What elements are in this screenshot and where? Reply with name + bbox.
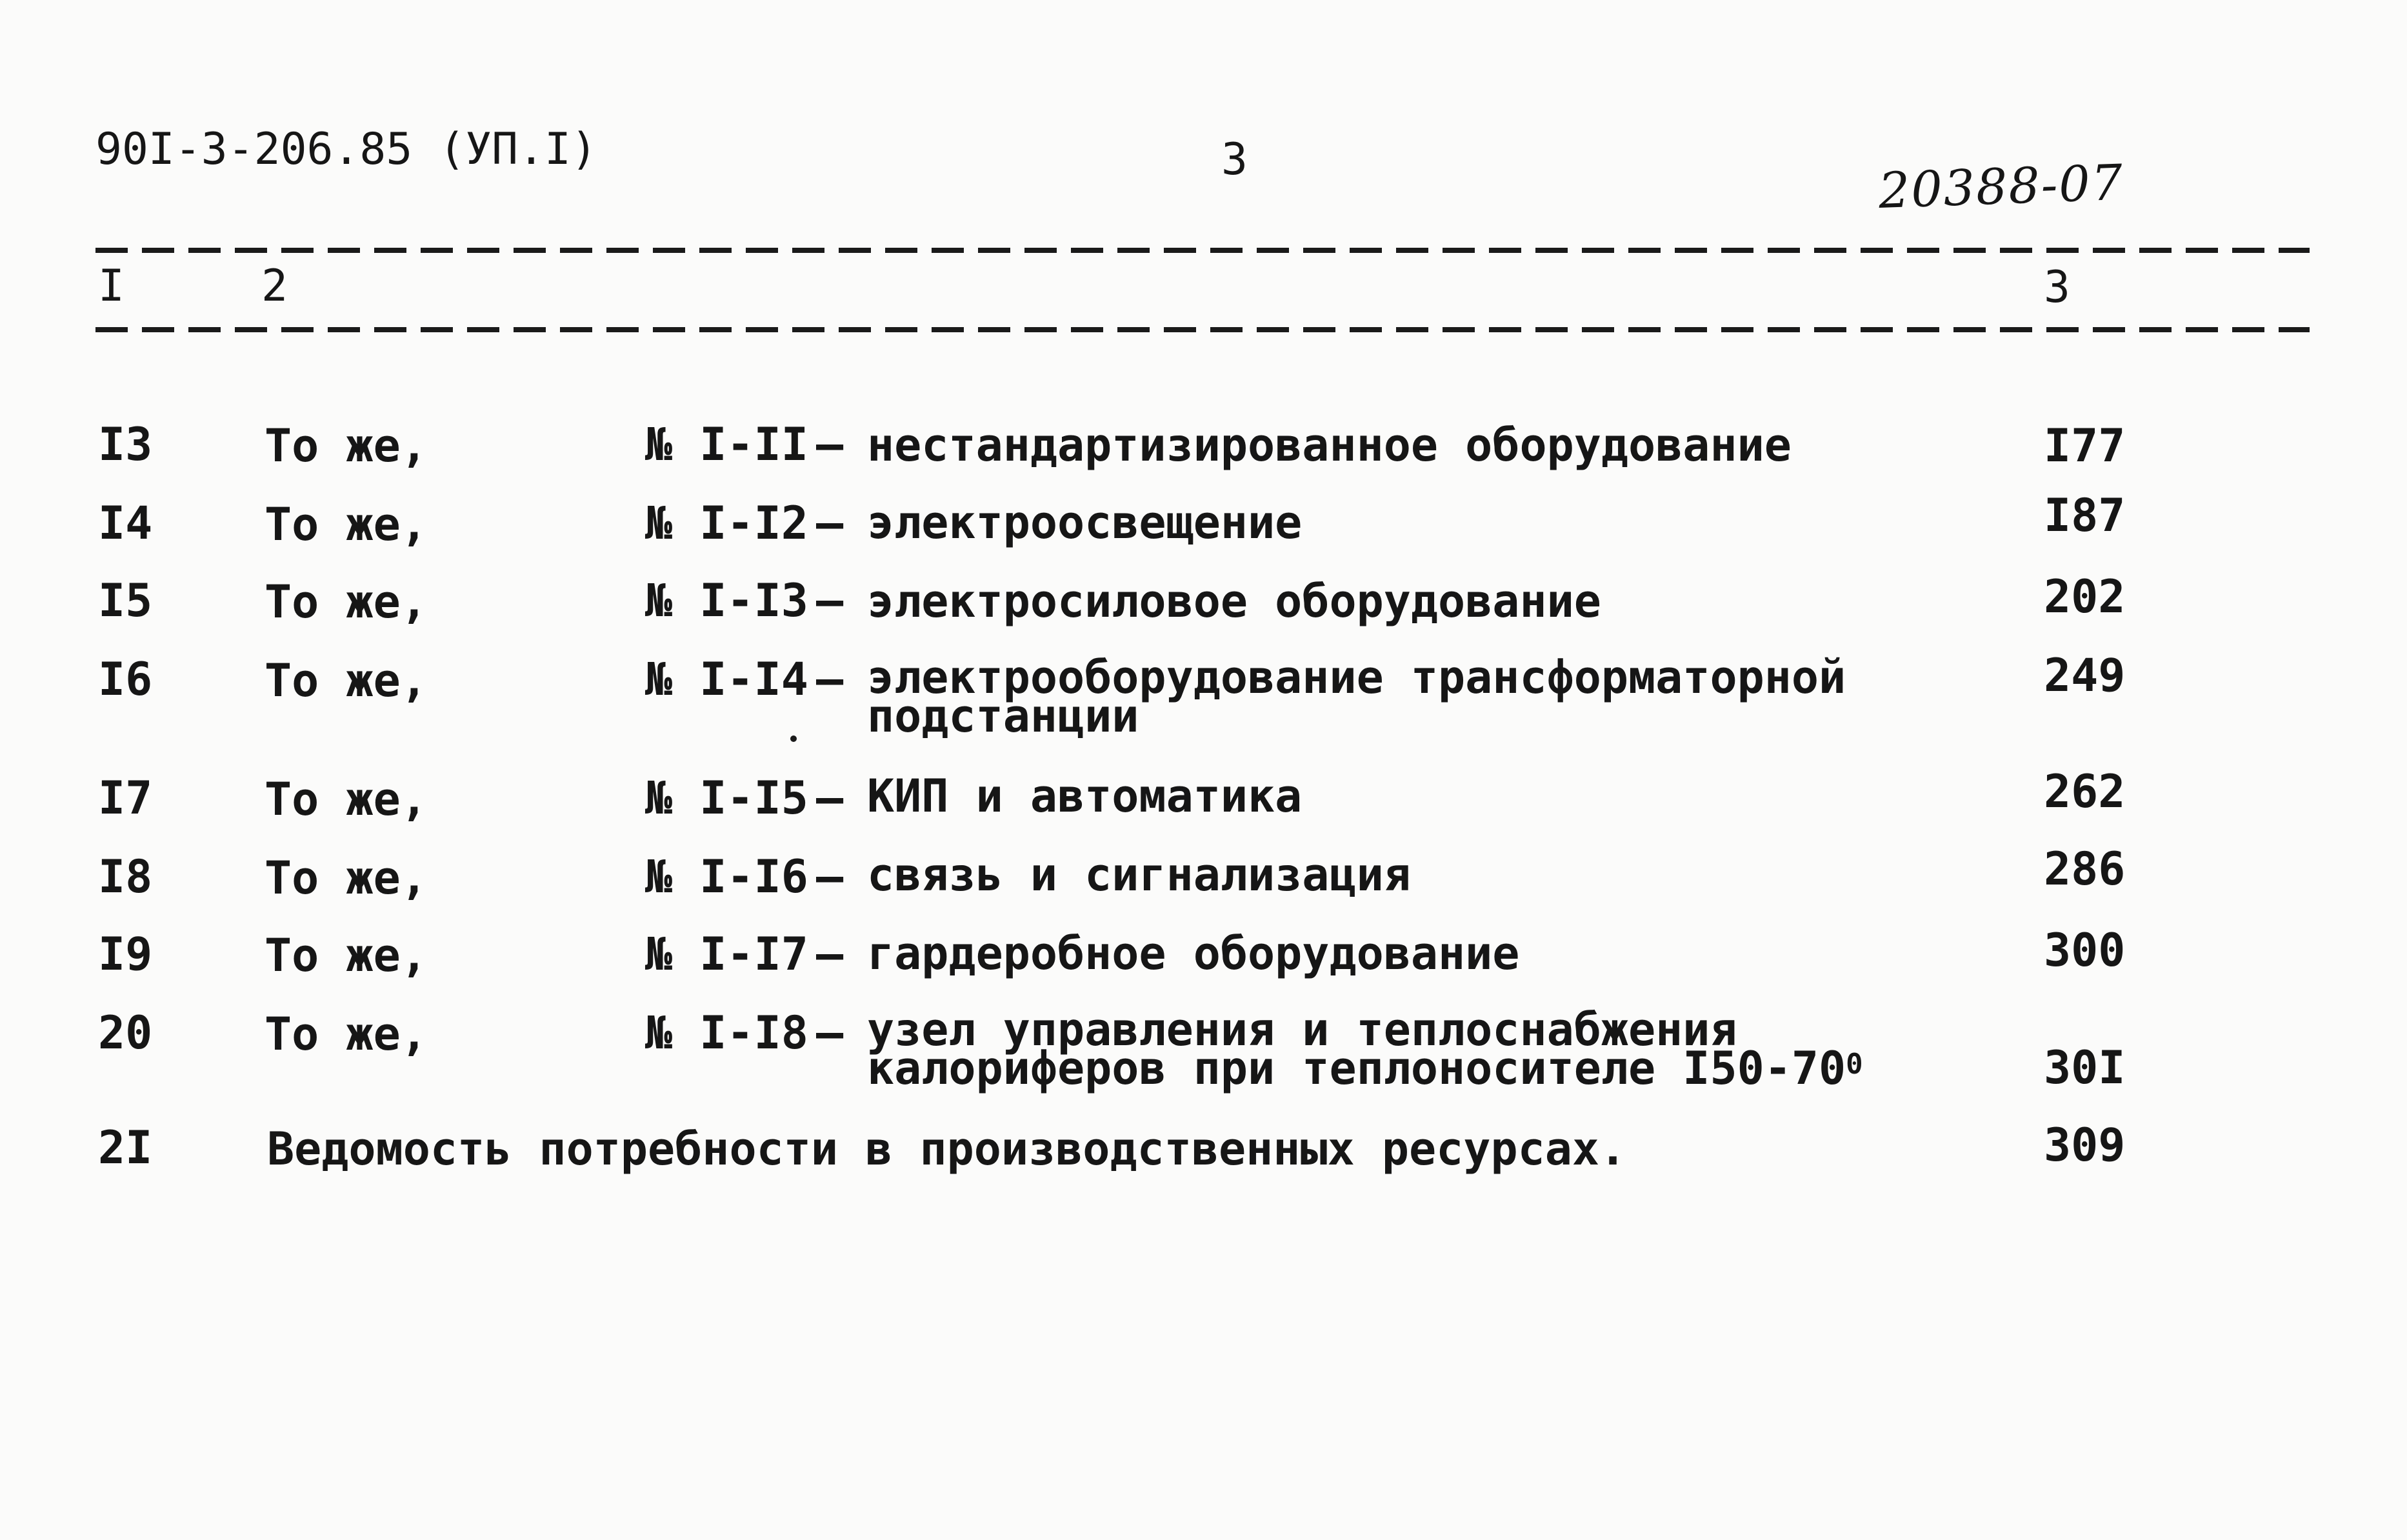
row-number: I5 — [98, 574, 153, 627]
row-ref: № I-I5 — [645, 772, 808, 825]
row-description: электросиловое оборудование — [867, 575, 1601, 628]
row-number: I3 — [98, 418, 153, 471]
row-ref: № I-I7 — [645, 928, 808, 981]
rule-bottom — [95, 327, 2310, 332]
row-number: I4 — [98, 497, 153, 550]
row-dash: – — [816, 574, 844, 627]
row-number: 2I — [98, 1121, 153, 1174]
row-page: 286 — [2044, 843, 2126, 895]
row-ref: № I-I6 — [645, 850, 808, 903]
row-page: 262 — [2044, 765, 2126, 818]
row-dash: – — [816, 418, 844, 471]
handwritten-number: 20388-07 — [1877, 153, 2125, 219]
row-dash: – — [816, 850, 844, 903]
row-number: I7 — [98, 772, 153, 825]
row-dash: – — [816, 497, 844, 550]
row-page: 309 — [2044, 1119, 2126, 1172]
row-dash: – — [816, 1006, 844, 1059]
row-ref: № I-II — [645, 418, 808, 471]
degree-superscript: 0 — [1846, 1048, 1863, 1081]
row-lead: То же, — [265, 929, 428, 982]
row-dash: – — [816, 928, 844, 981]
row-page: 300 — [2044, 924, 2126, 977]
row-number: I8 — [98, 850, 153, 903]
document-code: 90I-3-206.85 (УП.I) — [95, 124, 597, 175]
row-lead: То же, — [265, 654, 428, 707]
row-ref: № I-I3 — [645, 574, 808, 627]
row-lead: То же, — [265, 419, 428, 472]
row-description: электрооборудование трансформаторной подстанции — [867, 651, 1846, 743]
row-number: I9 — [98, 928, 153, 981]
row-dash: – — [816, 653, 844, 706]
row-number: I6 — [98, 653, 153, 706]
row-number: 20 — [98, 1006, 153, 1059]
row-page: I77 — [2044, 419, 2126, 472]
row-lead: То же, — [265, 1008, 428, 1061]
row-dash: – — [816, 772, 844, 825]
row-description: нестандартизированное оборудование — [867, 419, 1792, 472]
row-lead: То же, — [265, 852, 428, 905]
rule-top — [95, 248, 2310, 253]
column-header-2: 2 — [261, 261, 288, 312]
column-header-1: I — [98, 261, 125, 312]
row-description: узел управления и теплоснабжения калориферов при теплоносителе $I50-70^0$ — [867, 1003, 1863, 1095]
row-ref: № I-I2 — [645, 497, 808, 550]
row-lead: То же, — [265, 575, 428, 628]
row-ref: № I-I4 — [645, 653, 808, 706]
page-number: 3 — [1221, 134, 1248, 185]
stray-mark — [790, 735, 797, 742]
row-description: электроосвещение — [867, 496, 1303, 549]
row-page: 249 — [2044, 649, 2126, 702]
row-lead: То же, — [265, 498, 428, 551]
row-page: 30I — [2044, 1041, 2126, 1094]
row-description: Ведомость потребности в производственных ресурсах. — [267, 1123, 1627, 1175]
row-page: 202 — [2044, 570, 2126, 623]
row-description: гардеробное оборудование — [867, 927, 1520, 980]
row-description: связь и сигнализация — [867, 848, 1411, 901]
row-page: I87 — [2044, 489, 2126, 542]
row-description: КИП и автоматика — [867, 770, 1303, 823]
column-header-3: 3 — [2044, 262, 2070, 313]
row-ref: № I-I8 — [645, 1006, 808, 1059]
row-lead: То же, — [265, 773, 428, 826]
